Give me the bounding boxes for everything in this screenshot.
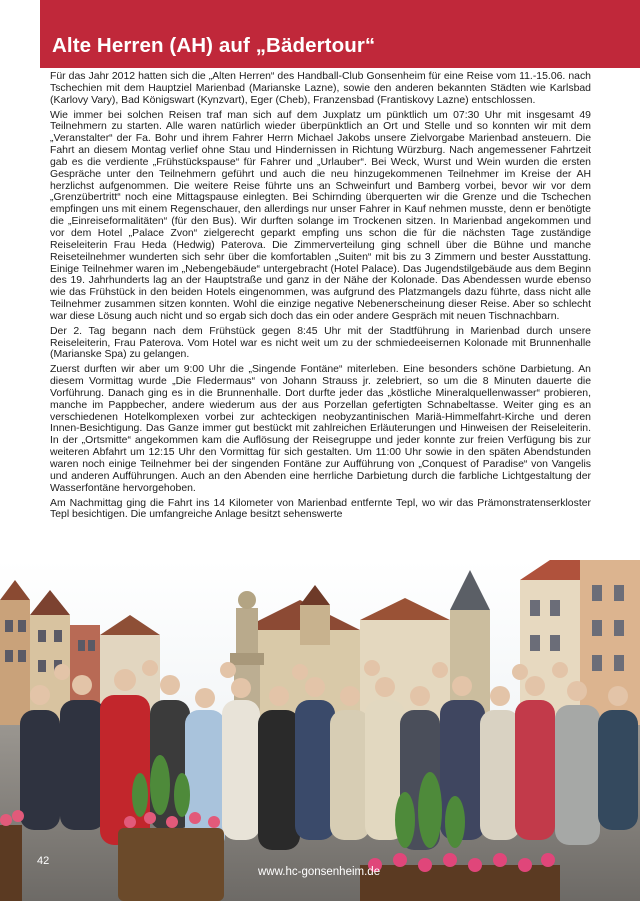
article-body [50,71,591,524]
group-photo [0,560,640,901]
page-number: 42 [37,855,50,867]
article-paragraph: Am Nachmittag ging die Fahrt ins 14 Kilometer von Marienbad entfernte Tepl, wo wir das Prämonstratenserkloster Tepl besichtigen. Die umfangreiche Anlage besitzt sehenswerte [50,497,591,521]
article-paragraph: Wie immer bei solchen Reisen traf man sich auf dem Juxplatz um pünktlich um 07:30 Uhr mit insgesamt 49 Teilnehmern zu starten. Alle waren natürlich wieder überpünktlich an Ort und Stelle und so konnten wir mit dem „Veranstalter“ der Fa. Bohr und ihrem Fahrer Herrn Michael Jakobs unsere Zielvorgabe Marienbad ansteuern. Die Fahrt an diesem Montag verlief ohne Stau und Hindernissen in Richtung Würzburg. Nach angemessener Fahrtzeit gab es die verdiente „Frühstückspause“ für Fahrer und „Urlauber“. Bei Weck, Wurst und Wein wurden die ersten Gespräche unter den Teilnehmern geführt und auch die neu hinzugekommenen Teilnehmer im Kreise der AH herzlichst aufgenommen. Die weitere Reise führte uns an Schweinfurt und Bamberg vorbei, bevor wir vor dem „Grenzübertritt“ noch eine Mittagspause einlegten. Bei Schirnding überquerten wir die Grenze und die Tschechen empfingen uns mit einem Regenschauer, den allerdings nur unser Fahrer in Kauf nehmen musste, denn er benötigte die „Einreiseformalitäten“ (für den Bus). Wir durften solange im Trockenen sitzen. In Marienbad angekommen und vor dem Hotel „Palace Zvon“ zielgerecht geparkt empfing uns schon die für die nächsten Tage zuständige Reiseleiterin Frau Heda (Hedwig) Paterova. Die Zimmerverteilung ging schnell über die Bühne und manche Reiseteilnehmer wunderten sich sehr über die komfortablen „Suiten“ mit bis zu 3 Zimmern und bester Ausstattung. Einige Teilnehmer waren im „Nebengebäude“ untergebracht (Hotel Palace). Das Jugendstilgebäude aus dem Beginn des 19. Jahrhunderts lag an der Hauptstraße und ganz in der Nähe der Kolonade. Das Abendessen wurde ebenso wie das Frühstück in den beiden Hotels eingenommen, was aufgrund des Platzmangels dazu führte, dass nicht alle Teilnehmer zusammen sitzen konnten. Wohl die einzige negative Nebenerscheinung dieser Reise. Aber so schlecht war diese Lösung auch nicht und so ergab sich doch das ein oder andere Gespräch mit neuen Tischnachbarn. [50,109,591,322]
page-title: Alte Herren (AH) auf „Bädertour“ [52,34,376,57]
website-link[interactable]: www.hc-gonsenheim.de [258,866,381,878]
title-banner [40,0,640,68]
article-paragraph: Der 2. Tag begann nach dem Frühstück gegen 8:45 Uhr mit der Stadtführung in Marienbad durch unsere Reiseleiterin, Frau Paterova. Vom Hotel war es nicht weit um zu der schmiedeeisernen Kolonade mit Brunnenhalle (Marianske Spa) zu gelangen. [50,325,591,361]
article-paragraph: Zuerst durften wir aber um 9:00 Uhr die „Singende Fontäne“ miterleben. Eine besonders schöne Darbietung. An diesem Vormittag wurde „Die Fledermaus“ von Johann Strauss jr. zelebriert, so um die 8 Minuten dauerte die Vorführung. Danach ging es in die Brunnenhalle. Dort durfte jeder das „köstliche Mineralquellenwasser“ probieren, manche im Pappbecher, andere wiederum aus der aus Porzellan gefertigten Schnabeltasse. Weiter ging es an verschiedenen Hotelkomplexen vorbei zur achteckigen neobyzantinischen Mariä-Himmelfahrt-Kirche und deren Innen-Besichtigung. Das Ganze immer gut bestückt mit zahlreichen Erläuterungen und Hinweisen der Reiseleiterin. In der „Ortsmitte“ angekommen kam die Auflösung der Reisegruppe und jeder konnte zur freien Verfügung bis zur weiteren Abfahrt um 12:15 Uhr den Vormittag für sich gestalten. Um 11:00 Uhr sowie in den späten Abendstunden waren noch einige Teilnehmer bei der singenden Fontäne zur Aufführung von „Conquest of Paradise“ von Vangelis und anderen Aufführungen. Auch an den Abenden eine herrliche Darbietung durch die farbliche Lichtgestaltung der Wasserfontäne hervorgehoben. [50,364,591,494]
article-paragraph: Für das Jahr 2012 hatten sich die „Alten Herren“ des Handball-Club Gonsenheim für eine Reise vom 11.-15.06. nach Tschechien mit dem Hauptziel Marienbad (Marianske Lazne), sowie den anderen bekannten Städten wie Karlsbad (Karlovy Vary), Bad Königswart (Kynzvart), Eger (Cheb), Franzensbad (Frantiskovy Lazne) entschlossen. [50,71,591,106]
